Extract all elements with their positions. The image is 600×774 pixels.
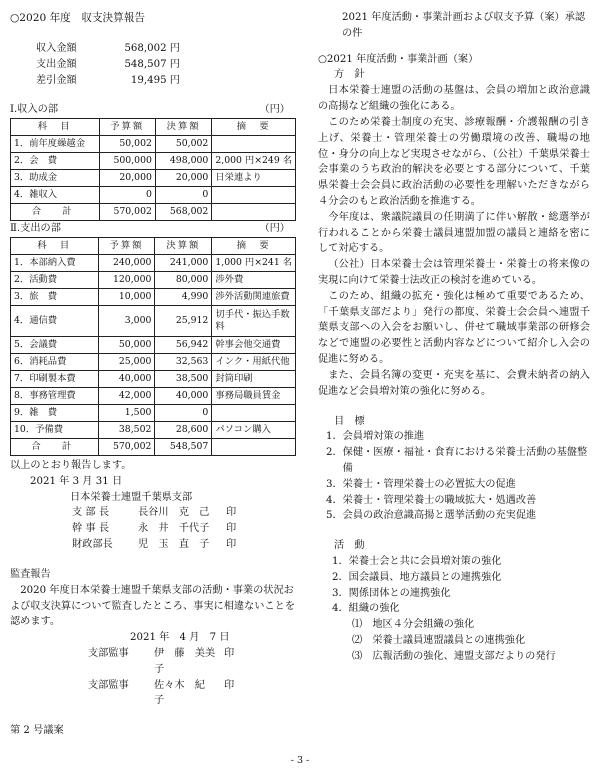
table-header-row [11,238,296,255]
summary-label: 収入金額 [36,42,77,54]
table-row [11,371,296,388]
list-item: ⑶ 広報活動の強化、連盟支部だよりの発行 [352,650,556,662]
expense-unit: （円） [259,223,290,235]
policy-paragraph: このため、組織の拡充・強化は極めて重要であるため、「千葉県支部だより」発行の都度、栄養士会会員へ連盟千葉県支部への入会をお願いし、併せて職域事業部の研修会などで連盟の必要性と活動内容などについて紹介し入会の促進に努める。 [318,290,590,366]
column-header: 予算額 [99,119,155,136]
table-cell: 渉外費 [212,272,296,289]
table-cell: 80,000 [155,272,212,289]
column-header: 予算額 [98,238,155,255]
table-cell: 1,000 円×241 名 [212,255,296,272]
table-cell: 40,000 [155,388,212,405]
table-cell [212,405,296,422]
table-cell: 4,990 [155,289,212,306]
table-cell: 2,000 円×249 名 [212,153,296,170]
table-cell: 40,000 [98,371,155,388]
income-section-title [10,102,298,118]
seal-mark: 印 [226,523,237,535]
table-cell: 3．助成金 [11,170,100,187]
table-cell: 3,000 [98,306,155,337]
table-cell: 20,000 [155,170,211,187]
table-cell: 事務局職員賃金 [212,388,296,405]
table-cell: 幹事会他交通費 [212,337,296,354]
table-cell: 20,000 [99,170,155,187]
table-cell: 25,912 [155,306,212,337]
table-cell: 548,507 [155,439,212,456]
table-cell: 25,000 [98,354,155,371]
goal-text: 会員増対策の推進 [342,431,425,443]
report-date: 2021 年 3 月 31 日 [30,475,123,487]
income-unit: （円） [259,104,290,116]
activities-title: 活 動 [334,540,365,552]
table-cell: 0 [155,405,212,422]
list-item [326,493,590,509]
table-cell: 7．印刷製本費 [11,371,99,388]
summary-row [36,72,298,88]
column-header: 摘 要 [212,238,296,255]
auditor-name: 佐々木 紀 子 [154,679,216,707]
list-item: ⑴ 地区４分会組織の強化 [352,619,475,631]
policy-paragraph: このため栄養士制度の充実、診療報酬・介護報酬の引き上げ、栄養士・管理栄養士の労働環境の改善、職場の地位・身分の向上など実現させながら、（公社）千葉県栄養士会事業のうち政治的解決を必要とする部分について、千葉県栄養士会会員に政治活動の必要性を理解いただきながら４分会のもと政治活動を推進する。 [318,116,590,207]
audit-date: 2021 年 4 月 7 日 [130,632,230,644]
auditor-row [10,678,298,710]
auditor-name: 伊 藤 美美子 [154,647,216,675]
audit-title: 監査報告 [10,568,51,580]
officer-row [10,505,298,521]
summary-value: 19,495 円 [130,74,180,86]
table-row [11,422,296,439]
table-total-row [11,439,296,456]
table-row [11,255,296,272]
list-item [326,477,590,493]
goal-number: 1． [326,431,343,443]
summary-row [36,56,298,72]
table-cell: 2．会 費 [11,153,100,170]
list-item: 3．関係団体との連携強化 [332,587,451,599]
table-cell: 合 計 [11,204,100,221]
summary-block [36,40,298,88]
table-cell: 切手代・振込手数料 [212,306,296,337]
column-header: 科 目 [11,119,100,136]
auditor-role: 支部監事 [88,679,129,691]
table-row [11,136,296,153]
seal-mark: 印 [226,539,237,551]
table-cell: 32,563 [155,354,212,371]
table-cell [212,187,296,204]
table-cell: 1．前年度繰越金 [11,136,100,153]
policy-paragraph: 日本栄養士連盟の活動の基盤は、会員の増加と政治意識の高揚など組織の強化にある。 [318,85,590,113]
expense-table [10,237,296,456]
table-cell: 568,002 [155,204,211,221]
table-cell: 3．旅 費 [11,289,99,306]
list-item [326,445,590,477]
table-cell: 120,000 [98,272,155,289]
expense-title: Ⅱ.支出の部 [10,223,61,235]
list-item: 1．栄養士会と共に会員増対策の強化 [332,556,502,567]
table-cell: 9．雑 費 [11,405,99,422]
table-cell: 56,942 [155,337,212,354]
closing-text: 以上のとおり報告します。 [10,460,132,472]
table-row [11,289,296,306]
table-total-row [11,204,296,221]
income-table [10,118,296,221]
goal-number: 2． [326,447,343,459]
officer-name: 長谷川 克 己 [138,507,210,519]
goal-text: 保健・医療・福祉・食育における栄養士活動の基盤整備 [342,447,588,474]
agenda-subject: 2021 年度活動・事業計画および収支予算（案）承認の件 [342,12,586,39]
table-cell: 渉外活動関連旅費 [212,289,296,306]
left-column [10,10,298,739]
seal-mark: 印 [224,679,235,691]
goal-number: 5． [326,510,343,522]
table-cell: 6．消耗品費 [11,354,99,371]
table-row [11,354,296,371]
income-title: Ⅰ.収入の部 [10,104,59,116]
organization-name: 日本栄養士連盟千葉県支部 [70,491,193,503]
officer-row [10,521,298,537]
table-cell: 4．雑収入 [11,187,100,204]
right-column [318,10,590,665]
table-cell: 日栄連より [212,170,296,187]
table-header-row [11,119,296,136]
seal-mark: 印 [226,507,237,519]
table-cell [212,204,296,221]
officer-role: 幹 事 長 [72,523,110,535]
table-cell: 42,000 [98,388,155,405]
table-row [11,153,296,170]
table-cell: 50,000 [98,337,155,354]
seal-mark: 印 [224,647,235,659]
table-cell: 28,600 [155,422,212,439]
list-item [326,429,590,445]
goal-text: 栄養士・管理栄養士の必置拡大の促進 [342,478,516,490]
table-cell: 38,500 [155,371,212,388]
policy-title: 方 針 [334,69,365,81]
summary-label: 支出金額 [36,58,77,70]
auditor-role: 支部監事 [88,647,129,659]
expense-section-title [10,221,298,237]
table-row [11,388,296,405]
summary-row [36,40,298,56]
summary-value: 568,002 円 [124,42,180,54]
column-header: 摘 要 [212,119,296,136]
list-item: 2．国会議員、地方議員との連携強化 [332,571,502,583]
table-cell: 240,000 [98,255,155,272]
table-row [11,306,296,337]
list-item: ⑵ 栄養士議員連盟議員との連携強化 [352,635,526,647]
table-row [11,170,296,187]
table-cell: 封筒印刷 [212,371,296,388]
officer-row [10,537,298,553]
table-cell: 10．予備費 [11,422,99,439]
auditor-row [10,646,298,678]
policy-paragraph: また、会員名簿の変更・充実を基に、会費未納者の納入促進など会員増対策の強化に努める。 [318,369,590,397]
agenda-title: 第 2 号議案 [10,725,64,737]
table-cell: 2．活動費 [11,272,99,289]
report-title: ○2020 年度 収支決算報告 [10,12,145,24]
table-cell: 570,002 [98,439,155,456]
table-cell: 合 計 [11,439,99,456]
table-cell: 1,500 [98,405,155,422]
table-cell [212,136,296,153]
list-item: 4．組織の強化 [332,603,400,615]
table-cell: 1．本部納入費 [11,255,99,272]
goal-text: 栄養士・管理栄養士の職域拡大・処遇改善 [342,494,537,506]
list-item [326,508,590,524]
table-row [11,337,296,354]
table-cell [212,439,296,456]
summary-value: 548,507 円 [124,58,180,70]
audit-body: 2020 年度日本栄養士連盟千葉県支部の活動・事業の状況および収支決算について監査したところ、事実に相違ないことを認めます。 [10,584,296,628]
column-header: 決算額 [155,119,211,136]
table-cell: 10,000 [98,289,155,306]
goal-text: 会員の政治意識高揚と選挙活動の充実促進 [342,510,537,522]
goals-list [318,429,590,524]
summary-label: 差引金額 [36,74,77,86]
sub-activities-list [332,617,590,664]
table-cell: 570,002 [99,204,155,221]
table-cell: 50,002 [99,136,155,153]
table-cell: 0 [99,187,155,204]
table-cell: 498,000 [155,153,211,170]
table-cell: 38,502 [98,422,155,439]
table-cell: 241,000 [155,255,212,272]
policy-paragraph: （公社）日本栄養士会は管理栄養士・栄養士の将来像の実現に向けて栄養士法改正の検討を進めている。 [318,259,590,286]
officer-name: 児 玉 直 子 [138,539,210,551]
officer-role: 財政部長 [72,539,113,551]
table-row [11,272,296,289]
goal-number: 3． [326,478,343,490]
plan-title: ○2021 年度活動・事業計画（案） [318,53,479,65]
table-row [11,187,296,204]
table-cell: 8．事務管理費 [11,388,99,405]
goals-title: 目 標 [334,415,365,427]
officer-role: 支 部 長 [72,507,110,519]
page-number: - 3 - [290,755,310,766]
table-row [11,405,296,422]
table-cell: 500,000 [99,153,155,170]
policy-paragraph: 今年度は、衆議院議員の任期満了に伴い解散・総選挙が行われることから栄養士議員連盟加盟の議員と連絡を密にして対応する。 [318,211,590,255]
table-cell: 50,002 [155,136,211,153]
table-cell: 5．会議費 [11,337,99,354]
column-header: 科 目 [11,238,99,255]
table-cell: 0 [155,187,211,204]
table-cell: 4．通信費 [11,306,99,337]
table-cell: パソコン購入 [212,422,296,439]
activities-list [318,554,590,665]
column-header: 決算額 [155,238,212,255]
officer-name: 永 井 千代子 [138,523,210,535]
table-cell: インク・用紙代他 [212,354,296,371]
goal-number: 4． [326,494,343,506]
